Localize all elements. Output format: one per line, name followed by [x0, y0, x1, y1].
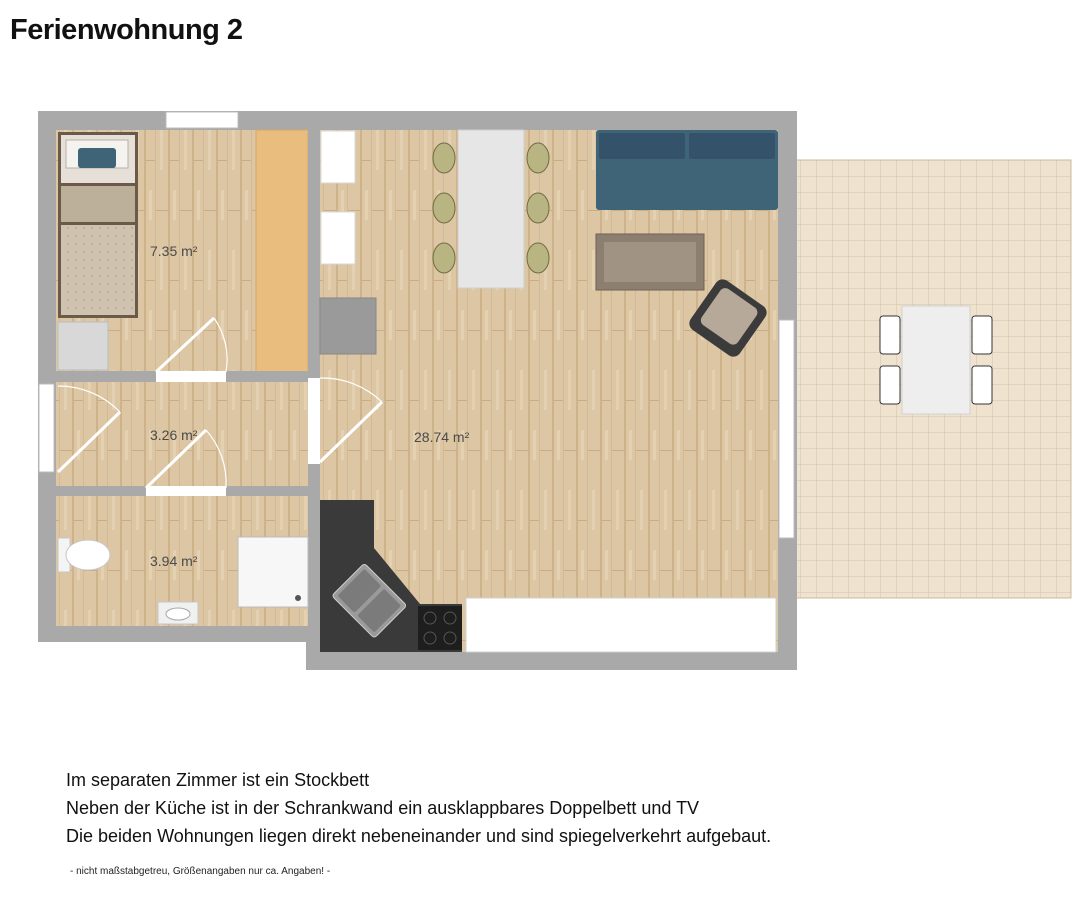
door-bath [146, 486, 226, 496]
bedside-cabinet [58, 322, 108, 370]
description-line-2: Neben der Küche ist in der Schrankwand ein ausklappbares Doppelbett und TV [66, 798, 700, 818]
description-line-3: Die beiden Wohnungen liegen direkt nebeneinander und sind spiegelverkehrt aufgebaut. [66, 826, 772, 846]
toilet [58, 538, 110, 572]
window-top-left [166, 112, 238, 128]
shelf-1 [321, 131, 355, 183]
bath-area-label: 3.94 m² [150, 553, 198, 569]
shower [238, 537, 308, 607]
wall-left-living [308, 111, 320, 642]
description [66, 766, 771, 850]
cooktop [418, 606, 462, 650]
bedroom-area-label: 7.35 m² [150, 243, 198, 259]
side-cabinet [320, 298, 376, 354]
window-left [39, 384, 54, 472]
wall-cabinet-bed [466, 598, 776, 652]
sink [158, 602, 198, 624]
coffee-table [596, 234, 704, 290]
shelf-2 [321, 212, 355, 264]
bunk-bed [58, 132, 138, 318]
wardrobe [256, 130, 308, 372]
living-area-label: 28.74 m² [414, 429, 470, 445]
description-line-1: Im separaten Zimmer ist ein Stockbett [66, 770, 370, 790]
dining-table [458, 130, 524, 288]
scale-note: - nicht maßstabgetreu, Größenangaben nur ca. Angaben! - [70, 866, 331, 877]
sofa [596, 130, 778, 210]
terrace-door [779, 320, 794, 538]
page-title: Ferienwohnung 2 [10, 14, 243, 46]
door-living [308, 378, 320, 464]
door-bedroom [156, 371, 226, 382]
hall-area-label: 3.26 m² [150, 427, 198, 443]
